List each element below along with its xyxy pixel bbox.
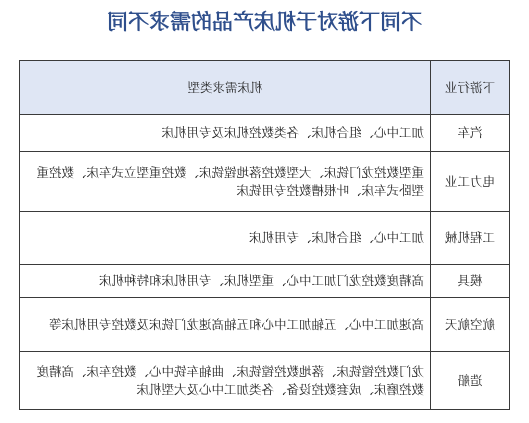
requirement-cell [20,152,431,212]
requirement-cell [20,352,431,410]
requirement-cell [20,115,431,152]
requirement-cell [20,265,431,298]
requirement-text: 高精度数控龙门加工中心、重型机床、专用机床和特种机床 [98,273,424,288]
requirement-text: 重型数控龙门铣床、大型数控落地镗铣床、数控重型立式车床、数控重型卧式车床、叶根槽数控专用铣床 [36,164,424,198]
requirement-cell [20,212,431,265]
page-title: 不同下游对于机床产品的需求不同 [107,10,422,34]
requirement-text: 高速加工中心、五轴加工中心和五轴高速龙门铣床及数控专用机床等 [48,316,424,332]
industry-cell [431,152,510,212]
requirement-text: 加工中心、组合机床、专用机床 [248,230,424,245]
header-industry-label: 下游行业 [445,79,496,95]
industry-text: 电力工业 [445,173,496,189]
table-row [20,152,510,212]
requirement-text: 龙门数控镗铣床、落地数控镗铣床、曲轴车铣中心、数控车床、高精度数控磨床、成套数控设备、各类加工中心及大型机床 [36,363,424,397]
header-industry [431,61,510,115]
industry-cell [431,298,510,352]
industry-cell [431,265,510,298]
industry-cell [431,212,510,265]
requirement-text: 加工中心、组合机床、各类数控机床及专用机床 [161,125,424,140]
table-row [20,212,510,265]
requirement-cell [20,298,431,352]
industry-text: 造船 [457,372,483,388]
table-row [20,352,510,410]
table-row [20,265,510,298]
industry-cell [431,115,510,152]
industry-text: 航空航天 [445,316,496,332]
header-requirement [20,61,431,115]
machine-demand-table [19,60,510,410]
industry-cell [431,352,510,410]
table-row [20,298,510,352]
industry-text: 汽车 [457,125,483,140]
header-requirement-label: 机床需求类型 [187,79,263,95]
table-header-row [20,61,510,115]
industry-text: 模具 [457,273,483,288]
industry-text: 工程机械 [445,230,496,245]
table-row [20,115,510,152]
